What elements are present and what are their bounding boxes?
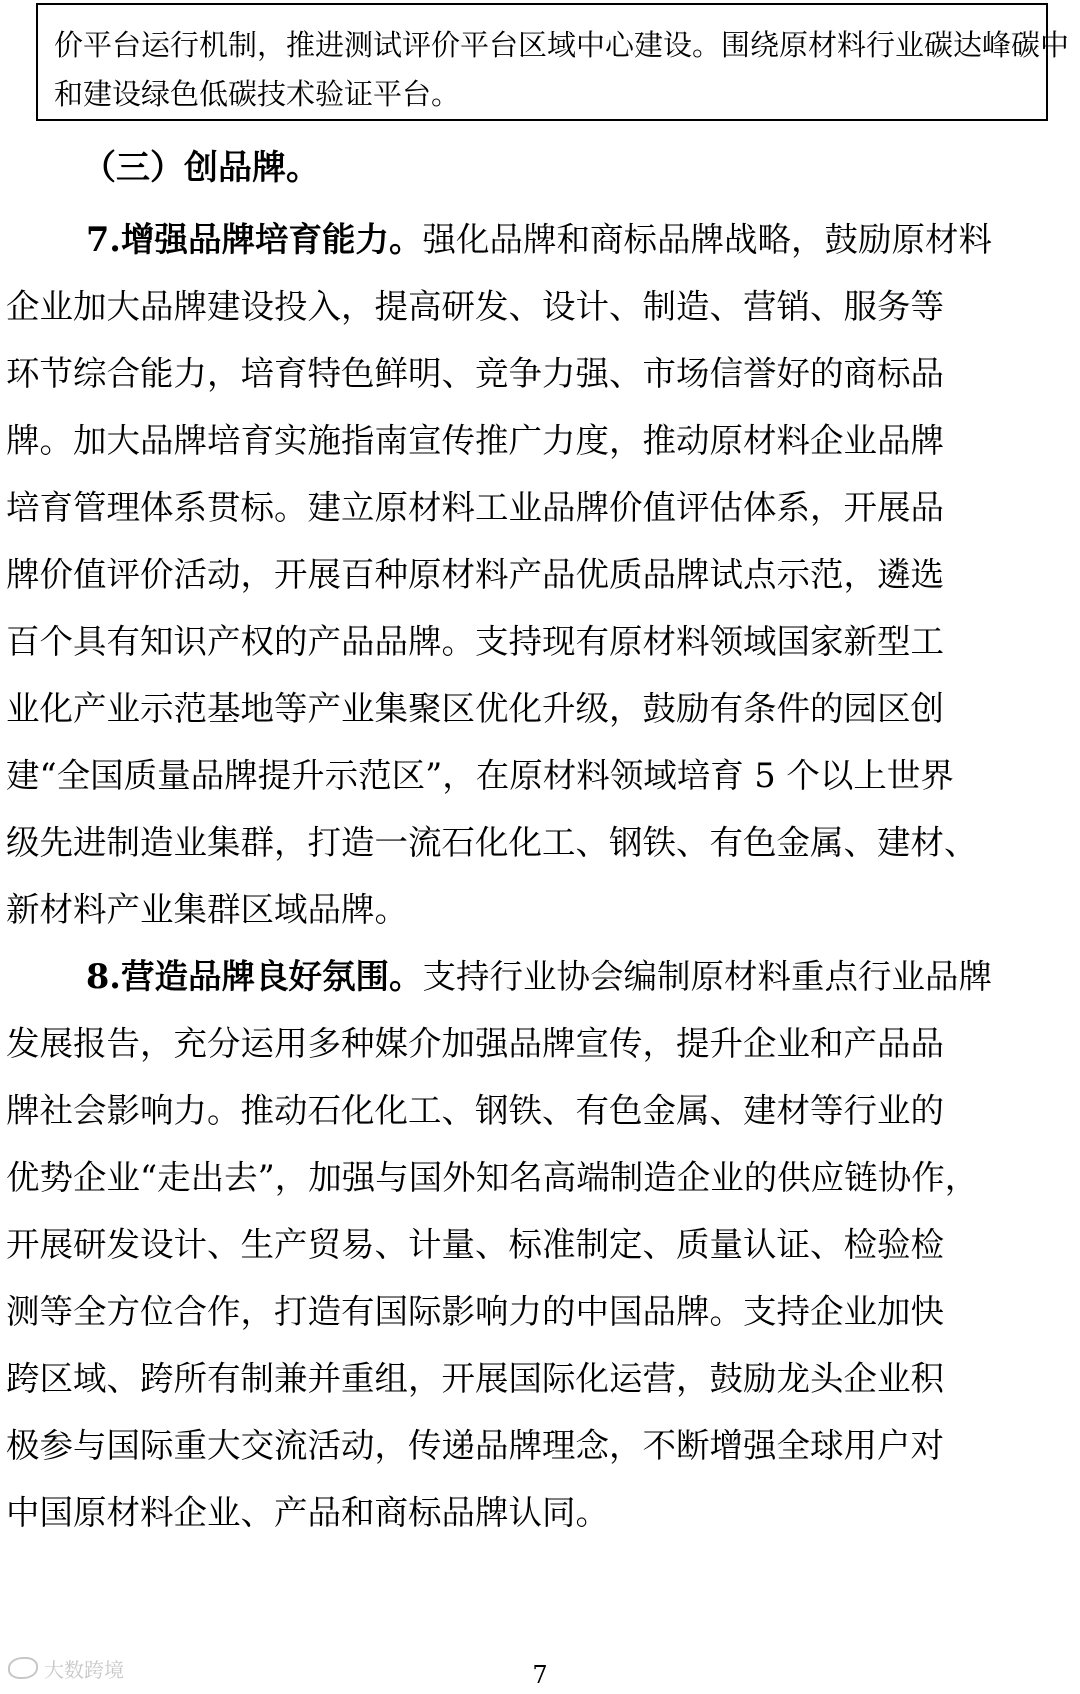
para7-lead: 7.增强品牌培育能力。 bbox=[86, 220, 423, 259]
para7-line: 牌。加大品牌培育实施指南宣传推广力度，推动原材料企业品牌 bbox=[6, 421, 944, 460]
para8-line: 优势企业“走出去”，加强与国外知名高端制造企业的供应链协作， bbox=[6, 1158, 979, 1197]
para8-line: 发展报告，充分运用多种媒介加强品牌宣传，提升企业和产品品 bbox=[6, 1024, 944, 1063]
para8-line: 极参与国际重大交流活动，传递品牌理念，不断增强全球用户对 bbox=[6, 1426, 944, 1465]
box-line: 价平台运行机制，推进测试评价平台区域中心建设。围绕原材料行业碳达峰碳中 bbox=[54, 28, 1070, 62]
para8-line: 开展研发设计、生产贸易、计量、标准制定、质量认证、检验检 bbox=[6, 1225, 944, 1264]
para7-line: 建“全国质量品牌提升示范区”，在原材料领域培育 5 个以上世界 bbox=[6, 756, 954, 795]
body-text bbox=[6, 206, 1080, 1546]
para8-line: 跨区域、跨所有制兼并重组，开展国际化运营，鼓励龙头企业积 bbox=[6, 1359, 944, 1398]
para7-line: 牌价值评价活动，开展百种原材料产品优质品牌试点示范，遴选 bbox=[6, 555, 944, 594]
highlight-box bbox=[36, 3, 1070, 121]
section-heading: （三）创品牌。 bbox=[82, 148, 320, 188]
para7-line: 业化产业示范基地等产业集聚区优化升级，鼓励有条件的园区创 bbox=[6, 689, 944, 728]
para8-first-line-rest: 支持行业协会编制原材料重点行业品牌 bbox=[422, 957, 992, 996]
para8-first-line bbox=[6, 943, 1080, 1010]
para7-line: 级先进制造业集群，打造一流石化化工、钢铁、有色金属、建材、 bbox=[6, 823, 978, 862]
para7-line: 企业加大品牌建设投入，提高研发、设计、制造、营销、服务等 bbox=[6, 287, 944, 326]
para8-line: 牌社会影响力。推动石化化工、钢铁、有色金属、建材等行业的 bbox=[6, 1091, 944, 1130]
para8-lead: 8.营造品牌良好氛围。 bbox=[86, 957, 423, 996]
page-number: 7 bbox=[532, 1661, 548, 1689]
para7-line: 培育管理体系贯标。建立原材料工业品牌价值评估体系，开展品 bbox=[6, 488, 944, 527]
para7-line: 百个具有知识产权的产品品牌。支持现有原材料领域国家新型工 bbox=[6, 622, 944, 661]
watermark-text: 大数跨境 bbox=[44, 1657, 124, 1682]
para7-line: 新材料产业集群区域品牌。 bbox=[6, 890, 408, 929]
para7-first-line bbox=[6, 206, 1080, 273]
para7-line: 环节综合能力，培育特色鲜明、竞争力强、市场信誉好的商标品 bbox=[6, 354, 944, 393]
para8-line: 中国原材料企业、产品和商标品牌认同。 bbox=[6, 1493, 609, 1532]
para8-line: 测等全方位合作，打造有国际影响力的中国品牌。支持企业加快 bbox=[6, 1292, 944, 1331]
para7-first-line-rest: 强化品牌和商标品牌战略，鼓励原材料 bbox=[422, 220, 992, 259]
box-line: 和建设绿色低碳技术验证平台。 bbox=[54, 77, 461, 111]
